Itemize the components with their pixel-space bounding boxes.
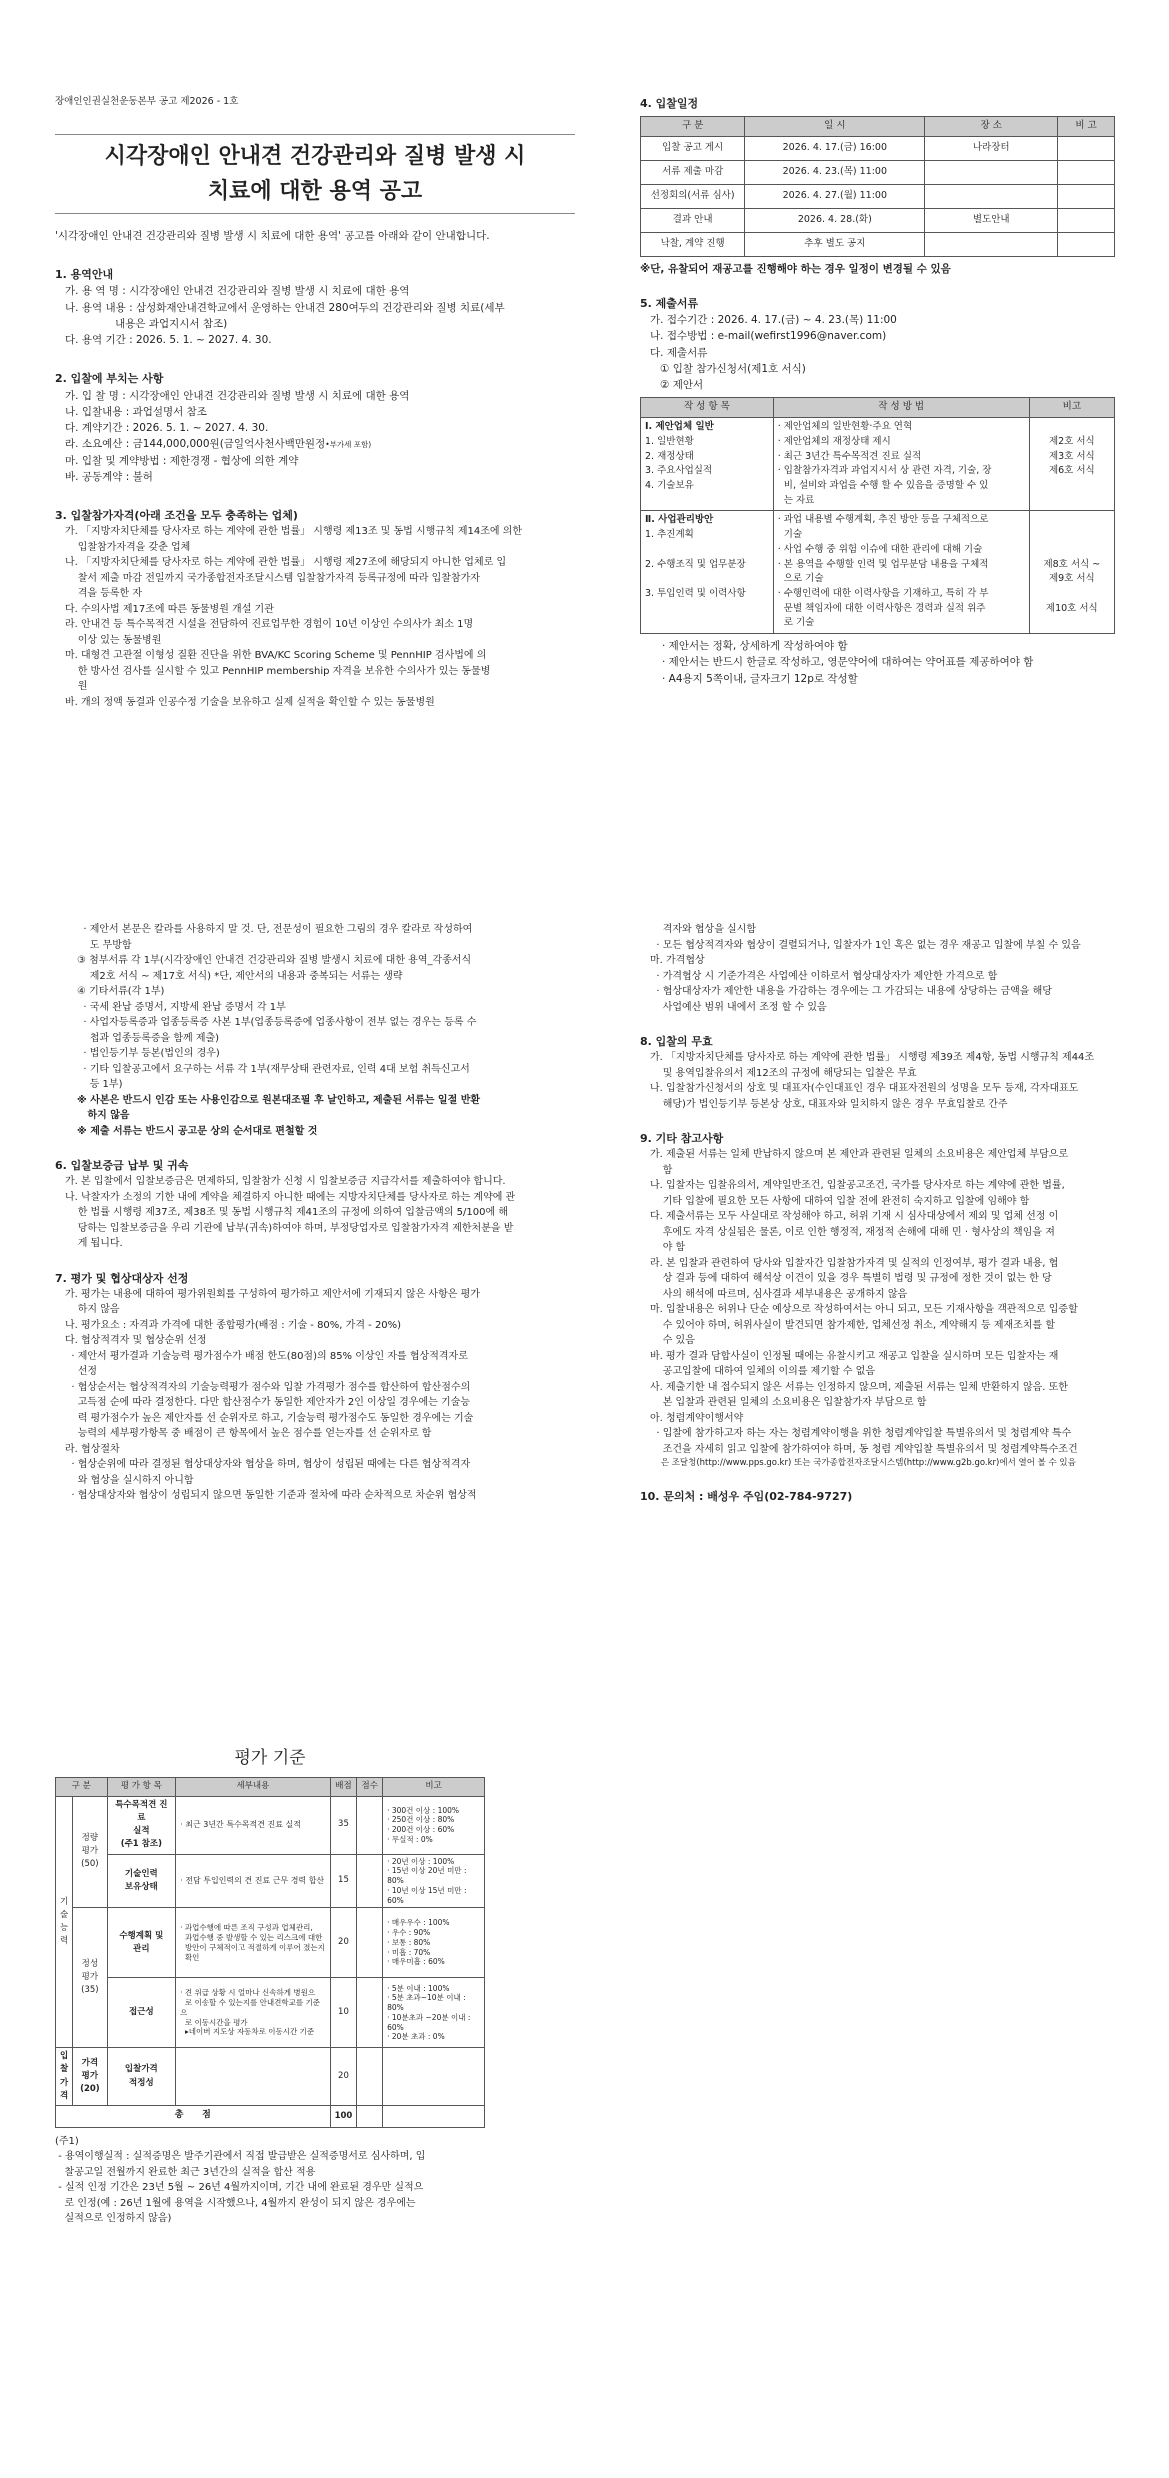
schedule-cell — [1058, 184, 1115, 208]
proposal-group-1: Ⅰ. 제안업체 일반 — [645, 421, 714, 433]
section-9-line: 바. 평가 결과 담합사실이 인정될 때에는 유찰시키고 재공고 입찰을 실시하며 모든 입찰자는 재 — [650, 1350, 1059, 1362]
footnote-line: (주1) — [55, 2135, 79, 2147]
section-7-line: 사업예산 범위 내에서 조정 할 수 있음 — [650, 1001, 827, 1013]
schedule-cell: 입찰 공고 게시 — [641, 136, 745, 160]
proposal-note-line: · 제안서는 정확, 상세하게 작성하여야 함 — [662, 640, 848, 653]
section-3-body — [55, 524, 575, 710]
doc-line: · 법인등기부 등본(법인의 경우) — [77, 1048, 220, 1059]
schedule-cell — [925, 184, 1058, 208]
proposal-table — [640, 397, 1115, 634]
quant-group-cell: 정량 평가 (50) — [73, 1796, 107, 1908]
eval-points-cell — [357, 2105, 383, 2127]
section-7-line: 나. 평가요소 : 자격과 가격에 대한 종합평가(배점 : 기술 - 80%, 가격 - 20%) — [65, 1319, 402, 1331]
eval-detail-cell: · 견 위급 상황 시 얼마나 신속하게 병원으 로 이송할 수 있는지를 안내견학교를 기준으 로 이동시간을 평가 ▸네이버 지도상 자동차로 이동시간 기준 — [176, 1978, 330, 2048]
section-7-body — [55, 1287, 575, 1504]
proposal-method-cell: · 제안업체의 일반현황·주요 연혁 · 제안업체의 재정상태 제시 · 최근 3년간 특수목적견 진료 실적 · 입찰참가자격과 과업지시서 상 관련 자격, 기술, 장 비, 설비와 과업을 수행 할 수 있음을 증명할 수 있 는 자료 — [773, 418, 1029, 511]
eval-item-cell: 특수목적견 진료 실적 (주1 참조) — [107, 1796, 176, 1854]
table-row — [56, 2105, 485, 2127]
section-9-line: 다. 제출서류는 모두 사실대로 작성해야 하고, 허위 기재 시 심사대상에서 제외 및 업체 선정 이 — [650, 1211, 1059, 1223]
table-row — [56, 1908, 485, 1978]
section-9-line: 아. 청렴계약이행서약 — [650, 1412, 744, 1424]
section-2-line: 다. 계약기간 : 2026. 5. 1. ~ 2027. 4. 30. — [65, 422, 269, 435]
qual-group-cell: 정성 평가 (35) — [73, 1908, 107, 2048]
section-7-line: 고득점 순에 따라 결정한다. 다만 합산점수가 동일한 제안자가 2인 이상일 경우에는 기술능 — [65, 1397, 470, 1409]
section-3-line: 나. 「지방자치단체를 당사자로 하는 계약에 관한 법률」 시행령 제27조에 해당되지 아니한 업체로 입 — [65, 557, 507, 569]
eval-points-cell — [357, 1908, 383, 1978]
section-9-line: 상 결과 등에 대하여 해석상 이견이 있을 경우 특별히 법령 및 규정에 정한 것이 없는 한 당 — [650, 1273, 1052, 1285]
section-7-line: · 협상대상자가 제안한 내용을 가감하는 경우에는 그 가감되는 내용에 상당하는 금액을 해당 — [650, 986, 1052, 997]
table-row — [56, 2048, 485, 2106]
section-5-title: 5. 제출서류 — [640, 297, 699, 311]
proposal-item-cell — [641, 418, 774, 511]
section-7-line: 력 평가점수가 높은 제안자를 선 순위자로 하고, 기술능력 평가점수도 동일한 경우에는 기술 — [65, 1412, 474, 1424]
section-6-line: 당하는 입찰보증금을 우리 기관에 납부(귀속)하여야 하며, 부정당업자로 입찰참가자격 제한처분을 받 — [65, 1222, 514, 1234]
schedule-cell: 2026. 4. 28.(화) — [745, 208, 925, 232]
doc-line: 첩과 업종등록증을 함께 제출) — [77, 1032, 220, 1044]
section-7-line: 다. 협상적격자 및 협상순위 선정 — [65, 1335, 207, 1347]
page1-left-column — [55, 95, 575, 710]
doc-line: ④ 기타서류(각 1부) — [77, 986, 165, 997]
section-6-title: 6. 입찰보증금 납부 및 귀속 — [55, 1159, 189, 1172]
section-9-line: 은 조달청(http://www.pps.go.kr) 또는 국가종합전자조달시스템(http://www.g2b.go.kr)에서 열어 볼 수 있음 — [650, 1458, 1076, 1469]
proposal-header: 비고 — [1029, 398, 1114, 418]
section-9-line: 가. 제출된 서류는 일체 반납하지 않으며 본 제안과 관련된 일체의 소요비용은 제안업체 부담으로 — [650, 1149, 1069, 1161]
section-3-line: 다. 수의사법 제17조에 따른 동물병원 개설 기관 — [65, 603, 274, 615]
total-label: 총 점 — [56, 2105, 331, 2127]
schedule-cell — [1058, 232, 1115, 256]
section-3-line: 가. 「지방자치단체를 당사자로 하는 계약에 관한 법률」 시행령 제13조 및 동법 시행규칙 제14조에 의한 — [65, 526, 523, 538]
doc-warning: 하지 않음 — [77, 1110, 130, 1121]
footnote — [55, 2134, 485, 2227]
eval-points-cell — [357, 1854, 383, 1908]
eval-header: 비고 — [383, 1778, 485, 1796]
proposal-header: 작 성 항 목 — [641, 398, 774, 418]
section-2-line: 마. 입찰 및 계약방법 : 제한경쟁 - 협상에 의한 계약 — [65, 454, 299, 467]
eval-item-cell: 접근성 — [107, 1978, 176, 2048]
section-3-line: 바. 개의 정액 동결과 인공수정 기술을 보유하고 실제 실적을 확인할 수 있는 동물병원 — [65, 696, 435, 708]
table-row — [641, 208, 1115, 232]
section-5-line: ① 입찰 참가신청서(제1호 서식) — [650, 362, 806, 375]
footnote-line: 실적으로 인정하지 않음) — [55, 2213, 172, 2225]
section-3-line: 마. 대형견 고관절 이형성 질환 진단을 위한 BVA/KC Scoring Scheme 및 PennHIP 검사법에 의 — [65, 650, 487, 662]
section-7-line: · 협상순위에 따라 결정된 협상대상자와 협상을 하며, 협상이 성립된 때에는 다른 협상적격자 — [65, 1459, 471, 1471]
section-2-body — [55, 388, 575, 486]
section-3-line: 이상 있는 동물병원 — [65, 634, 162, 646]
doc-warning: ※ 사본은 반드시 인감 또는 사용인감으로 원본대조필 후 날인하고, 제출된 서류는 일절 반환 — [77, 1094, 481, 1106]
schedule-cell: 결과 안내 — [641, 208, 745, 232]
section-2-line: 가. 입 찰 명 : 시각장애인 안내견 건강관리와 질병 발생 시 치료에 대한 용역 — [65, 389, 410, 402]
section-9-line: 수 있음 — [650, 1335, 695, 1347]
section-9-line: 공고입찰에 대하여 일체의 이의를 제기할 수 없음 — [650, 1366, 875, 1378]
doc-line: 제2호 서식 ~ 제17호 서식) *단, 제안서의 내용과 중복되는 서류는 생략 — [77, 970, 403, 982]
section-7-title: 7. 평가 및 협상대상자 선정 — [55, 1271, 189, 1285]
section-5-line: 다. 제출서류 — [650, 346, 708, 359]
evaluation-section — [55, 1745, 485, 2227]
tech-group-cell: 기 술 능 력 — [56, 1796, 73, 2048]
footnote-line: 찰공고일 전월까지 완료한 최근 3년간의 실적을 합산 적용 — [55, 2166, 316, 2178]
section-1-line: 나. 용역 내용 : 삼성화재안내견학교에서 운영하는 안내견 280여두의 건강관리와 질병 치료(세부 — [65, 301, 505, 314]
schedule-cell — [1058, 136, 1115, 160]
section-7-line: · 협상순서는 협상적격자의 기술능력평가 점수와 입찰 가격평가 점수를 합산하여 합산점수의 — [65, 1381, 471, 1393]
contact-info: 10. 문의처 : 배성우 주임(02-784-9727) — [640, 1490, 853, 1504]
footnote-line: 로 인정(예 : 26년 1월에 용역을 시작했으나, 4월까지 완성이 되지 않은 경우에는 — [55, 2197, 416, 2209]
section-8-title: 8. 입찰의 무효 — [640, 1035, 713, 1048]
eval-detail-cell: · 전담 투입인력의 견 진료 근무 경력 합산 — [176, 1854, 330, 1908]
total-score: 100 — [330, 2105, 357, 2127]
page2-right-column — [640, 922, 1130, 1505]
proposal-note-line: · A4용지 5쪽이내, 글자크기 12p로 작성할 — [662, 672, 858, 685]
proposal-note-cell: 제2호 서식 제3호 서식 제6호 서식 — [1029, 418, 1114, 511]
schedule-cell — [1058, 208, 1115, 232]
eval-score-cell: 20 — [330, 1908, 357, 1978]
doc-line: · 제안서 본문은 칼라를 사용하지 말 것. 단, 전문성이 필요한 그림의 경우 칼라로 작성하여 — [77, 924, 473, 935]
footnote-line: - 실적 인정 기간은 23년 5월 ~ 26년 4월까지이며, 기간 내에 완료된 경우만 실적으 — [55, 2182, 424, 2194]
section-7-line: · 협상대상자와 협상이 성립되지 않으면 동일한 기준과 절차에 따라 순차적으로 차순위 협상적 — [65, 1490, 477, 1502]
proposal-group-1-items: 1. 일반현황 2. 재정상태 3. 주요사업실적 4. 기술보유 — [645, 435, 713, 491]
schedule-cell: 선정회의(서류 심사) — [641, 184, 745, 208]
section-7-line: 하지 않음 — [65, 1304, 120, 1316]
intro-text: '시각장애인 안내견 건강관리와 질병 발생 시 치료에 대한 용역' 공고를 아래와 같이 안내합니다. — [55, 230, 490, 243]
doc-line: · 국세 완납 증명서, 지방세 완납 증명서 각 1부 — [77, 1001, 286, 1013]
eval-score-cell: 15 — [330, 1854, 357, 1908]
proposal-header: 작 성 방 법 — [773, 398, 1029, 418]
section-3-line: 격을 등록한 자 — [65, 588, 143, 600]
schedule-cell: 2026. 4. 23.(목) 11:00 — [745, 160, 925, 184]
eval-note-cell: · 300건 이상 : 100% · 250건 이상 : 80% · 200건 이상 : 60% · 무실적 : 0% — [383, 1796, 485, 1854]
section-5-body — [640, 312, 1115, 393]
schedule-header: 일 시 — [745, 117, 925, 137]
section-6-line: 가. 본 입찰에서 입찰보증금은 면제하되, 입찰참가 신청 시 입찰보증금 지급각서를 제출하여야 합니다. — [65, 1176, 506, 1188]
page2-left-column — [55, 922, 575, 1504]
section-7-continued — [640, 922, 1130, 1015]
section-6-line: 한 법률 시행령 제37조, 제38조 및 동법 시행규칙 제41조의 규정에 의하여 입찰금액의 5/100에 해 — [65, 1207, 508, 1219]
section-7-line: 격자와 협상을 실시함 — [650, 924, 757, 935]
section-2-title: 2. 입찰에 부치는 사항 — [55, 372, 164, 386]
page-title — [55, 139, 575, 209]
section-5-line: 가. 접수기간 : 2026. 4. 17.(금) ~ 4. 23.(목) 11:00 — [650, 314, 897, 327]
schedule-cell — [1058, 160, 1115, 184]
section-6-line: 나. 낙찰자가 소정의 기한 내에 계약을 체결하지 아니한 때에는 지방자치단체를 당사자로 하는 계약에 관 — [65, 1191, 516, 1203]
eval-points-cell — [357, 2048, 383, 2106]
proposal-method-cell: · 과업 내용별 수행계획, 추진 방안 등을 구체적으로 기술 · 사업 수행 중 위험 이슈에 대한 관리에 대해 기술 · 본 용역을 수행할 인력 및 업무분담 내용을 구체적 으로 기술 · 수행인력에 대한 이력사항을 기재하고, 특히 각 부 문별 책임자에 대한 이력사항은 경력과 실적 위주 로 기술 — [773, 511, 1029, 634]
doc-line: 등 1부) — [77, 1079, 123, 1090]
proposal-note-cell: 제8호 서식 ~ 제9호 서식 제10호 서식 — [1029, 511, 1114, 634]
section-8-line: 가. 「지방자치단체를 당사자로 하는 계약에 관한 법률」 시행령 제39조 제4항, 동법 시행규칙 제44조 — [650, 1052, 1095, 1064]
eval-header: 구 분 — [56, 1778, 108, 1796]
budget-text: 라. 소요예산 : 금144,000,000원(금일억사천사백만원정 — [65, 438, 326, 451]
section-7-line: 라. 협상절차 — [65, 1443, 120, 1455]
section-3-line: 원 — [65, 681, 88, 693]
table-row — [641, 232, 1115, 256]
section-5-line: 나. 접수방법 : e-mail(wefirst1996@naver.com) — [650, 330, 887, 343]
section-9-line: 마. 입찰내용은 허위나 단순 예상으로 작성하여서는 아니 되고, 모든 기재사항을 객관적으로 입증할 — [650, 1304, 1078, 1316]
schedule-cell: 낙찰, 계약 진행 — [641, 232, 745, 256]
table-row — [56, 1978, 485, 2048]
section-9-line: 라. 본 입찰과 관련하여 당사와 입찰자간 입찰참가자격 및 실적의 인정여부, 평가 결과 내용, 협 — [650, 1257, 1059, 1269]
doc-warning: ※ 제출 서류는 반드시 공고문 상의 순서대로 편철할 것 — [77, 1125, 318, 1137]
section-1-line: 다. 용역 기간 : 2026. 5. 1. ~ 2027. 4. 30. — [65, 334, 272, 347]
doc-line: 도 무방함 — [77, 939, 132, 951]
doc-line: · 사업자등록증과 업종등록증 사본 1부(업종등록증에 업종사항이 전부 없는 경우는 등록 수 — [77, 1017, 477, 1028]
section-9-line: 함 — [650, 1164, 673, 1176]
section-2-line: 바. 공동계약 : 불허 — [65, 470, 153, 483]
section-9-line: 수 있어야 하며, 허위사실이 발견되면 참가제한, 업체선정 취소, 계약해지 등 제재조치를 할 — [650, 1319, 1055, 1331]
section-5-line: ② 제안서 — [650, 379, 704, 392]
doc-line: ③ 첨부서류 각 1부(시각장애인 안내견 건강관리와 질병 발생시 치료에 대한 용역_각종서식 — [77, 955, 472, 966]
eval-detail-cell — [176, 2048, 330, 2106]
table-row — [56, 1796, 485, 1854]
schedule-cell — [925, 232, 1058, 256]
eval-points-cell — [357, 1796, 383, 1854]
schedule-cell: 나라장터 — [925, 136, 1058, 160]
schedule-header: 장 소 — [925, 117, 1058, 137]
section-6-body — [55, 1174, 575, 1252]
section-1-title: 1. 용역안내 — [55, 268, 114, 282]
section-7-line: 선정 — [65, 1366, 98, 1378]
schedule-cell: 2026. 4. 27.(월) 11:00 — [745, 184, 925, 208]
section-3-line: 한 방사선 검사를 실시할 수 있고 PennHIP membership 자격을 보유한 수의사가 있는 동물병 — [65, 665, 491, 677]
notice-number: 장애인인권실천운동본부 공고 제2026 - 1호 — [55, 96, 239, 107]
eval-note-cell: · 매우우수 : 100% · 우수 : 90% · 보통 : 80% · 미흡 : 70% · 매우미흡 : 60% — [383, 1908, 485, 1978]
section-9-line: 사의 해석에 따르며, 심사결과 세부내용은 공개하지 않음 — [650, 1288, 908, 1300]
eval-item-cell: 수행계획 및 관리 — [107, 1908, 176, 1978]
section-1-line: 가. 용 역 명 : 시각장애인 안내견 건강관리와 질병 발생 시 치료에 대한 용역 — [65, 285, 410, 298]
continued-docs — [55, 922, 575, 1139]
price-eval-cell: 가격 평가 (20) — [73, 2048, 107, 2106]
section-9-body — [640, 1147, 1130, 1470]
table-row — [641, 160, 1115, 184]
schedule-cell: 서류 제출 마감 — [641, 160, 745, 184]
eval-header: 점수 — [357, 1778, 383, 1796]
section-8-body — [640, 1050, 1130, 1112]
section-9-line: 후에도 자격 상실됨은 물론, 이로 인한 행정적, 재정적 손해에 대해 민 · 형사상의 책임을 져 — [650, 1226, 1055, 1238]
section-1-body — [55, 283, 575, 348]
page1-right-column — [640, 95, 1115, 687]
vat-note: •부가세 포함) — [325, 440, 372, 450]
section-7-line: · 제안서 평가결과 기술능력 평가점수가 배점 한도(80점)의 85% 이상인 자를 협상적격자로 — [65, 1350, 468, 1362]
eval-points-cell — [357, 1978, 383, 2048]
schedule-table — [640, 116, 1115, 257]
section-6-line: 게 됩니다. — [65, 1238, 123, 1250]
eval-note-cell — [383, 2048, 485, 2106]
section-7-line: 능력의 세부평가항목 중 배점이 큰 항목에서 높은 점수를 얻는자를 선 순위자로 함 — [65, 1428, 432, 1440]
eval-note-cell: · 20년 이상 : 100% · 15년 이상 20년 미만 : 80% · 10년 이상 15년 미만 : 60% — [383, 1854, 485, 1908]
section-4-title: 4. 입찰일정 — [640, 97, 699, 110]
section-3-title: 3. 입찰참가자격(아래 조건을 모두 충족하는 업체) — [55, 509, 298, 523]
proposal-item-cell — [641, 511, 774, 634]
schedule-cell: 추후 별도 공지 — [745, 232, 925, 256]
eval-header: 평 가 항 목 — [107, 1778, 176, 1796]
eval-item-cell: 기술인력 보유상태 — [107, 1854, 176, 1908]
table-row — [641, 418, 1115, 511]
section-7-line: · 가격협상 시 기준가격은 사업예산 이하로서 협상대상자가 제안한 가격으로 함 — [650, 970, 998, 982]
section-3-line: 입찰참가자격을 갖춘 업체 — [65, 541, 191, 553]
schedule-cell: 별도안내 — [925, 208, 1058, 232]
evaluation-title: 평가 기준 — [234, 1748, 306, 1768]
eval-score-cell: 35 — [330, 1796, 357, 1854]
section-3-line: 라. 안내견 등 특수목적견 시설을 전담하여 진료업무한 경험이 10년 이상인 수의사가 최소 1명 — [65, 619, 474, 631]
schedule-header: 비 고 — [1058, 117, 1115, 137]
proposal-notes — [640, 638, 1115, 687]
price-group-cell: 입찰 가격 — [56, 2048, 73, 2106]
title-line-2: 치료에 대한 용역 공고 — [207, 178, 423, 204]
section-7-line: · 모든 협상적격자와 협상이 결렬되거나, 입찰자가 1인 혹은 없는 경우 재공고 입찰에 부칠 수 있음 — [650, 939, 1081, 951]
section-9-line: 사. 제출기한 내 접수되지 않은 서류는 인정하지 않으며, 제출된 서류는 일체 반환하지 않음. 또한 — [650, 1381, 1068, 1393]
section-7-line: 가. 평가는 내용에 대하여 평가위원회를 구성하여 평가하고 제안서에 기재되지 않은 사항은 평가 — [65, 1288, 480, 1300]
section-7-line: 와 협상을 실시하지 아니함 — [65, 1474, 194, 1486]
section-9-line: 야 함 — [650, 1242, 686, 1254]
section-9-line: 본 입찰과 관련된 일체의 소요비용은 입찰참가자 부담으로 함 — [650, 1397, 927, 1409]
eval-header: 세부내용 — [176, 1778, 330, 1796]
section-8-line: 및 용역입찰유의서 제12조의 규정에 해당되는 입찰은 무효 — [650, 1067, 917, 1079]
section-2-line: 나. 입찰내용 : 과업설명서 참조 — [65, 405, 207, 418]
schedule-cell: 2026. 4. 17.(금) 16:00 — [745, 136, 925, 160]
section-9-line: 조건을 자세히 읽고 입찰에 참가하여야 하며, 동 청렴 계약입찰 특별유의서 및 청렴계약특수조건 — [650, 1443, 1078, 1455]
eval-detail-cell: · 과업수행에 따른 조직 구성과 업체관리, 과업수행 중 발생할 수 있는 리스크에 대한 방안이 구체적이고 적절하게 이루어 졌는지 확인 — [176, 1908, 330, 1978]
section-9-line: 기타 입찰에 필요한 모든 사항에 대하여 입찰 전에 완전히 숙지하고 입찰에 임해야 함 — [650, 1195, 1030, 1207]
doc-line: · 기타 입찰공고에서 요구하는 서류 각 1부(재무상태 관련자료, 인력 4대 보험 취득신고서 — [77, 1063, 470, 1075]
section-8-line: 나. 입찰참가신청서의 상호 및 대표자(수인대표인 경우 대표자전원의 성명을 모두 등재, 각자대표도 — [650, 1083, 1079, 1095]
title-bottom-rule — [55, 213, 575, 214]
proposal-group-2: Ⅱ. 사업관리방안 — [645, 514, 714, 526]
table-row — [641, 511, 1115, 634]
section-8-line: 해당)가 법인등기부 등본상 상호, 대표자와 일치하지 않은 경우 무효입찰로 간주 — [650, 1098, 1008, 1110]
evaluation-table — [55, 1777, 485, 2128]
section-1-line: 내용은 과업지시서 참조) — [65, 317, 228, 330]
eval-header: 배점 — [330, 1778, 357, 1796]
proposal-group-2-items: 1. 추진계획 2. 수행조직 및 업무분장 3. 투입인력 및 이력사항 — [645, 529, 746, 600]
proposal-note-line: · 제안서는 반드시 한글로 작성하고, 영문약어에 대하여는 약어표를 제공하여야 함 — [662, 656, 1034, 669]
eval-item-cell: 입찰가격 적정성 — [107, 2048, 176, 2106]
eval-note-cell: · 5분 이내 : 100% · 5분 초과~10분 이내 : 80% · 10분초과 ~20분 이내 : 60% · 20분 초과 : 0% — [383, 1978, 485, 2048]
footnote-line: - 용역이행실적 : 실적증명은 발주기관에서 직접 발급받은 실적증명서로 심사하며, 입 — [55, 2151, 426, 2163]
eval-detail-cell: · 최근 3년간 특수목적견 진료 실적 — [176, 1796, 330, 1854]
schedule-cell — [925, 160, 1058, 184]
section-9-line: 나. 입찰자는 입찰유의서, 계약일반조건, 입찰공고조건, 국가를 당사자로 하는 계약에 관한 법률, — [650, 1180, 1065, 1192]
section-3-line: 찰서 제출 마감 전일까지 국가종합전자조달시스템 입찰참가자격 등록규정에 따라 입찰참가자 — [65, 572, 480, 584]
section-9-title: 9. 기타 참고사항 — [640, 1132, 724, 1146]
title-top-rule — [55, 134, 575, 135]
eval-score-cell: 10 — [330, 1978, 357, 2048]
section-2-line — [65, 436, 575, 452]
table-row — [641, 184, 1115, 208]
schedule-header: 구 분 — [641, 117, 745, 137]
table-row — [56, 1854, 485, 1908]
table-row — [641, 136, 1115, 160]
eval-score-cell: 20 — [330, 2048, 357, 2106]
schedule-note: ※단, 유찰되어 재공고를 진행해야 하는 경우 일정이 변경될 수 있음 — [640, 262, 951, 275]
section-9-line: · 입찰에 참가하고자 하는 자는 청렴계약이행을 위한 청렴계약입찰 특별유의서 및 청렴계약 특수 — [650, 1428, 1072, 1440]
title-line-1: 시각장애인 안내견 건강관리와 질병 발생 시 — [104, 143, 526, 169]
section-7-line: 마. 가격협상 — [650, 955, 705, 966]
eval-note-cell — [383, 2105, 485, 2127]
